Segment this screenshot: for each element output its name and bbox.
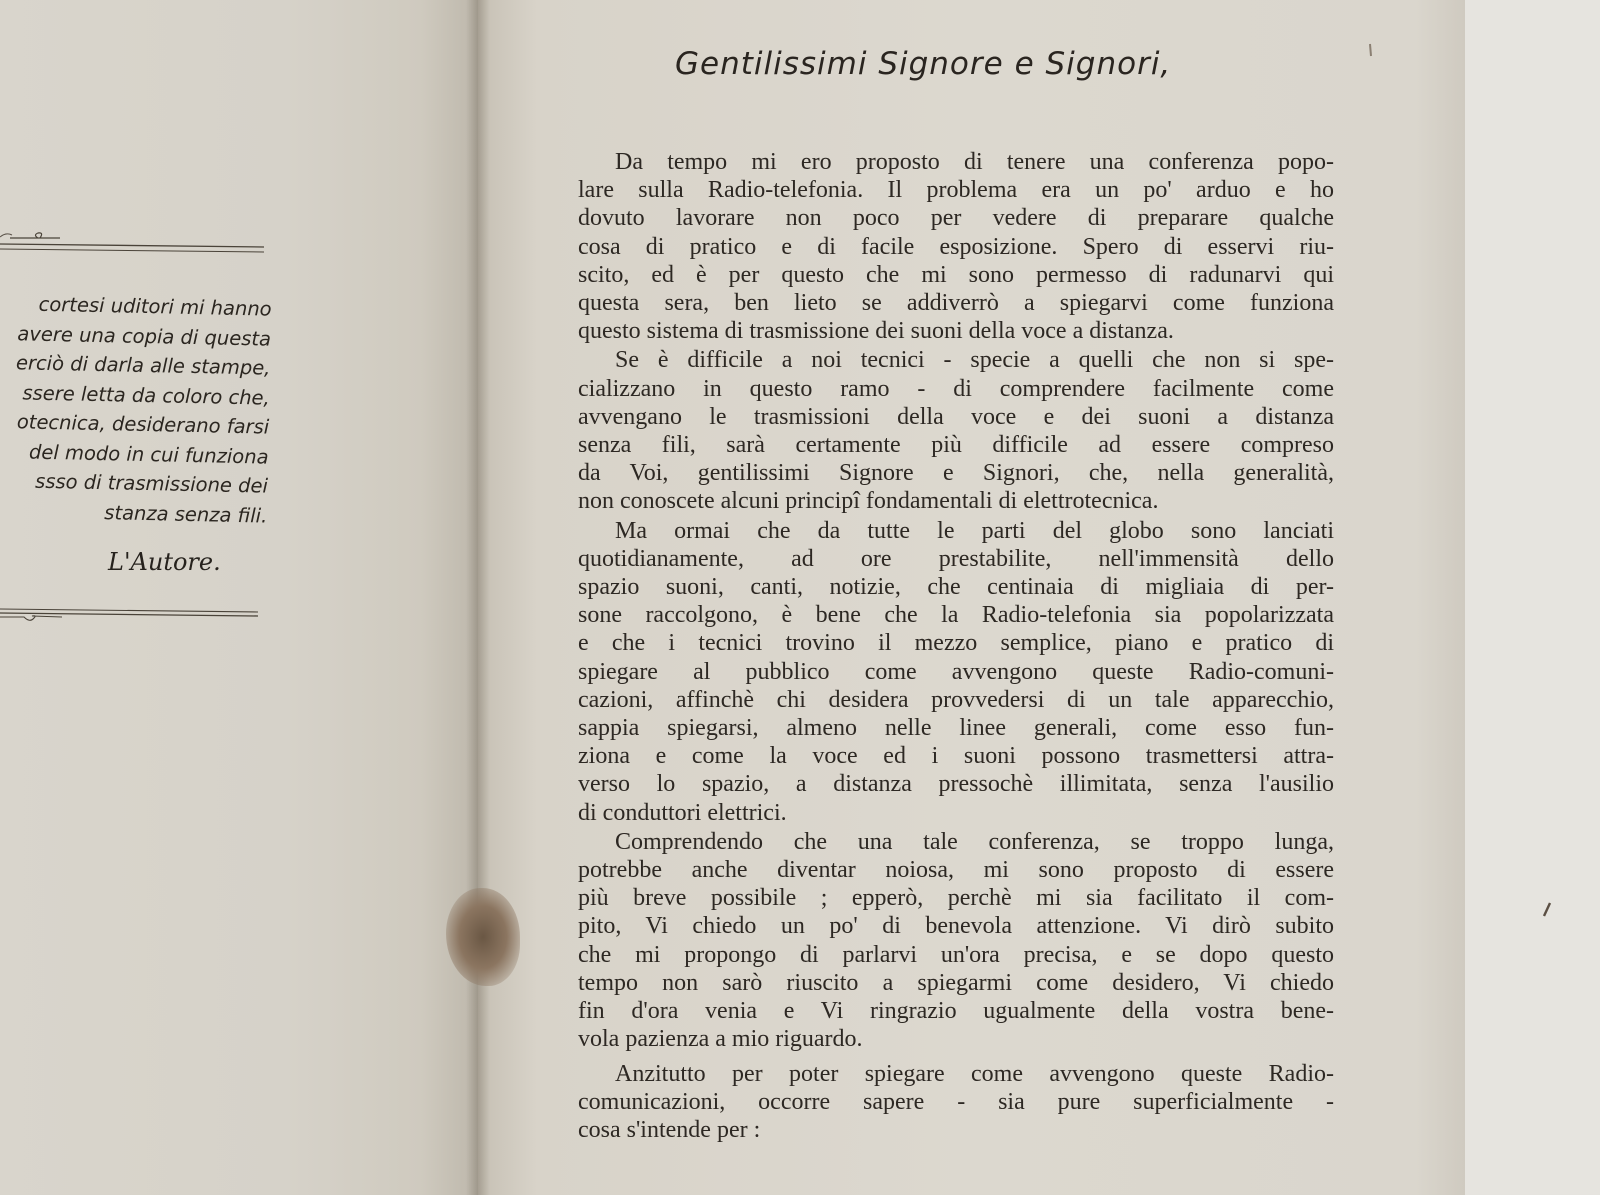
text-line: vola pazienza a mio riguardo. (578, 1026, 863, 1053)
paragraph (578, 517, 1334, 827)
text-line: comunicazioni, occorre sapere - sia pure superficialmente - (578, 1088, 1334, 1115)
text-line: sone raccolgono, è bene che la Radio-telefonia sia popolarizzata (578, 602, 1334, 629)
text-line: Anzitutto per poter spiegare come avvengono queste Radio- (615, 1060, 1334, 1087)
note-line: cortesi uditori mi hanno (38, 292, 272, 321)
page-heading: Gentilissimi Signore e Signori, (675, 46, 1172, 82)
note-line: avere una copia di questa (17, 321, 272, 351)
ornamental-rule-top (0, 230, 270, 258)
text-line: potrebbe anche diventar noiosa, mi sono proposto di essere (578, 857, 1334, 884)
note-line: ssso di trasmissione dei (34, 469, 269, 498)
background-surface (1465, 0, 1600, 1195)
text-line: avvengano le trasmissioni della voce e dei suoni a distanza (578, 403, 1334, 430)
text-line: Se è difficile a noi tecnici - specie a quelli che non si spe- (615, 347, 1334, 374)
text-line: spiegare al pubblico come avvengono queste Radio-comuni- (578, 658, 1334, 685)
note-line: del modo in cui funziona (28, 440, 269, 469)
text-line: lare sulla Radio-telefonia. Il problema era un po' arduo e ho (578, 177, 1334, 204)
author-signature: L'Autore. (108, 548, 221, 576)
paper-mark (1365, 42, 1375, 60)
text-line: dovuto lavorare non poco per vedere di preparare qualche (578, 205, 1334, 232)
text-line: sappia spiegarsi, almeno nelle linee generali, come esso fun- (578, 715, 1334, 742)
text-line: pito, Vi chiedo un po' di benevola attenzione. Vi dirò subito (578, 913, 1334, 940)
main-text (578, 148, 1334, 1144)
paragraph (578, 1060, 1334, 1145)
text-line: Ma ormai che da tutte le parti del globo sono lanciati (615, 517, 1334, 544)
left-page (0, 0, 478, 1195)
text-line: e che i tecnici trovino il mezzo semplice, piano e pratico di (578, 630, 1334, 657)
text-line: senza fili, sarà certamente più difficile ad essere compreso (578, 432, 1334, 459)
text-line: Comprendendo che una tale conferenza, se troppo lunga, (615, 828, 1334, 855)
text-line: questa sera, ben lieto se addiverrò a spiegarvi come funziona (578, 290, 1334, 317)
text-line: cosa di pratico e di facile esposizione. Spero di esservi riu- (578, 233, 1334, 260)
text-line: tempo non sarò riuscito a spiegarmi come desidero, Vi chiedo (578, 969, 1334, 996)
text-line: verso lo spazio, a distanza pressochè illimitata, senza l'ausilio (578, 771, 1334, 798)
text-line: che mi propongo di parlarvi un'ora precisa, e se dopo questo (578, 941, 1334, 968)
note-line: otecnica, desiderano farsi (16, 410, 270, 439)
text-line: fin d'ora venia e Vi ringrazio ugualmente della vostra bene- (578, 998, 1334, 1025)
text-line: spazio suoni, canti, notizie, che centinaia di migliaia di per- (578, 574, 1334, 601)
note-line: ssere letta da coloro che, (22, 380, 271, 410)
text-line: cazioni, affinchè chi desidera provvedersi di un tale apparecchio, (578, 686, 1334, 713)
text-line: non conoscete alcuni principî fondamentali di elettrotecnica. (578, 488, 1159, 515)
text-line: di conduttori elettrici. (578, 799, 787, 826)
text-line: più breve possibile ; epperò, perchè mi sia facilitato il com- (578, 885, 1334, 912)
paragraph (578, 346, 1334, 515)
note-line: stanza senza fili. (104, 500, 268, 528)
paper-mark (1540, 900, 1554, 920)
text-line: quotidianamente, ad ore prestabilite, nell'immensità dello (578, 545, 1334, 572)
text-line: ziona e come la voce ed i suoni possono trasmettersi attra- (578, 743, 1334, 770)
text-line: questo sistema di trasmissione dei suoni della voce a distanza. (578, 318, 1174, 345)
ornamental-rule-bottom (0, 606, 262, 630)
text-line: da Voi, gentilissimi Signore e Signori, che, nella generalità, (578, 460, 1334, 487)
text-line: Da tempo mi ero proposto di tenere una conferenza popo- (615, 149, 1334, 175)
text-line: cosa s'intende per : (578, 1116, 761, 1143)
dedication-note (0, 289, 272, 531)
note-line: erciò di darla alle stampe, (15, 351, 271, 380)
text-line: scito, ed è per questo che mi sono permesso di radunarvi qui (578, 261, 1334, 288)
paragraph (578, 828, 1334, 1054)
paragraph (578, 148, 1334, 345)
text-line: cializzano in questo ramo - di comprendere facilmente come (578, 375, 1334, 402)
page-gutter (466, 0, 490, 1195)
